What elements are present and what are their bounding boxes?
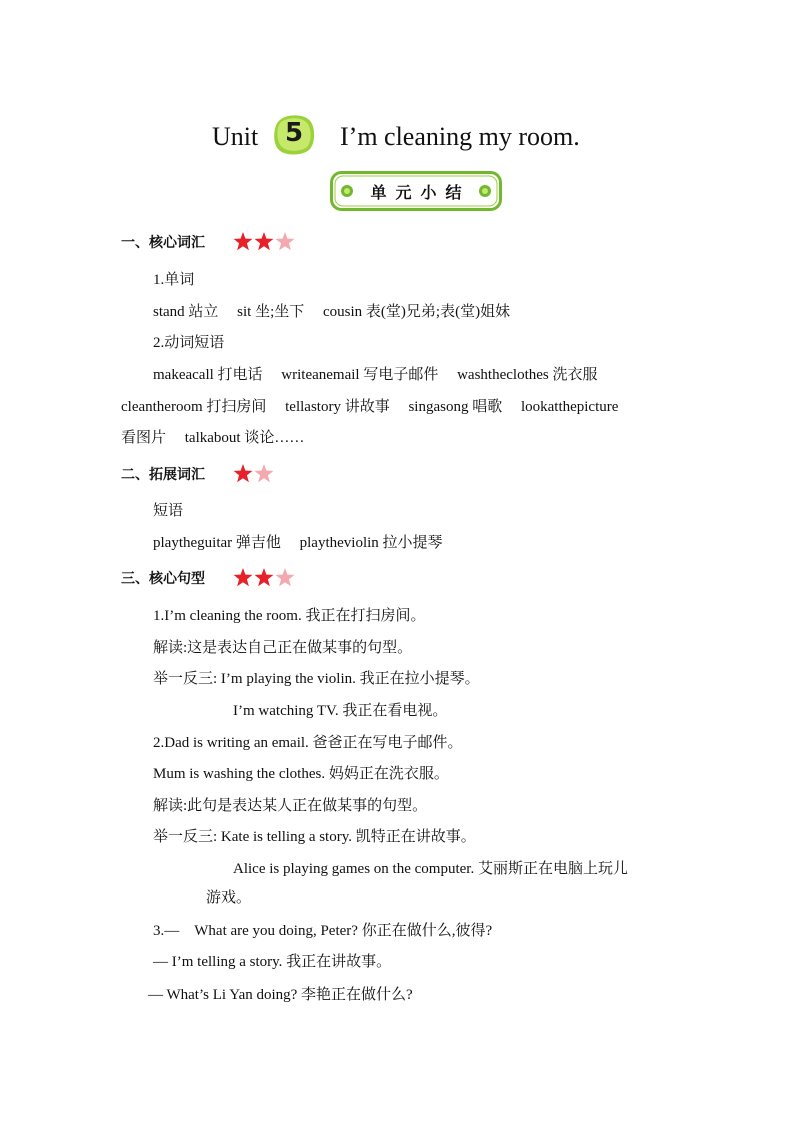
unit-number-badge [272,114,316,156]
star-full-icon [233,464,253,483]
text-line: 短语 [153,503,184,519]
text-line: — I’m telling a story. 我正在讲故事。 [153,954,392,970]
star-full-icon [254,232,274,251]
star-full-icon [233,232,253,251]
difficulty-stars [233,568,296,588]
star-faded-icon [254,464,274,483]
text-line: 举一反三: Kate is telling a story. 凯特正在讲故事。 [153,829,476,845]
unit-number: 5 [284,118,304,148]
unit-title-text: I’m cleaning my room. [340,122,580,151]
section-heading-extended-vocab: 二、拓展词汇 [121,467,205,483]
text-line: stand 站立 sit 坐;坐下 cousin 表(堂)兄弟;表(堂)姐妹 [153,304,511,320]
text-line: 2.动词短语 [153,335,225,351]
text-line: 举一反三: I’m playing the violin. 我正在拉小提琴。 [153,671,480,687]
text-line: Mum is washing the clothes. 妈妈正在洗衣服。 [153,766,449,782]
star-faded-icon [275,568,295,587]
unit-summary-box [330,171,502,211]
text-line: Alice is playing games on the computer. 艾丽斯正在电脑上玩儿 [233,861,628,877]
text-line: 2.Dad is writing an email. 爸爸正在写电子邮件。 [153,735,463,751]
text-line: 游戏。 [206,890,252,906]
text-line: 1.单词 [153,272,195,288]
text-line: I’m watching TV. 我正在看电视。 [233,703,448,719]
star-faded-icon [275,232,295,251]
unit-title [0,108,800,164]
text-line: 解读:这是表达自己正在做某事的句型。 [153,640,413,656]
star-full-icon [233,568,253,587]
difficulty-stars [233,232,296,252]
text-line: 3.— What are you doing, Peter? 你正在做什么,彼得? [153,923,493,939]
unit-summary-label: 单元小结 [370,183,471,202]
text-line: playtheguitar 弹吉他 playtheviolin 拉小提琴 [153,535,443,551]
difficulty-stars [233,464,275,484]
star-full-icon [254,568,274,587]
text-line: 解读:此句是表达某人正在做某事的句型。 [153,798,428,814]
text-line: makeacall 打电话 writeanemail 写电子邮件 washtheclothes 洗衣服 [153,367,598,383]
unit-word: Unit [212,122,259,151]
section-heading-core-sentences: 三、核心句型 [121,571,205,587]
section-heading-core-vocab: 一、核心词汇 [121,235,205,251]
text-line: 看图片 talkabout 谈论…… [121,430,305,446]
text-line: — What’s Li Yan doing? 李艳正在做什么? [148,987,413,1003]
text-line: cleantheroom 打扫房间 tellastory 讲故事 singasong 唱歌 lookatthepicture [121,399,619,415]
text-line: 1.I’m cleaning the room. 我正在打扫房间。 [153,608,426,624]
